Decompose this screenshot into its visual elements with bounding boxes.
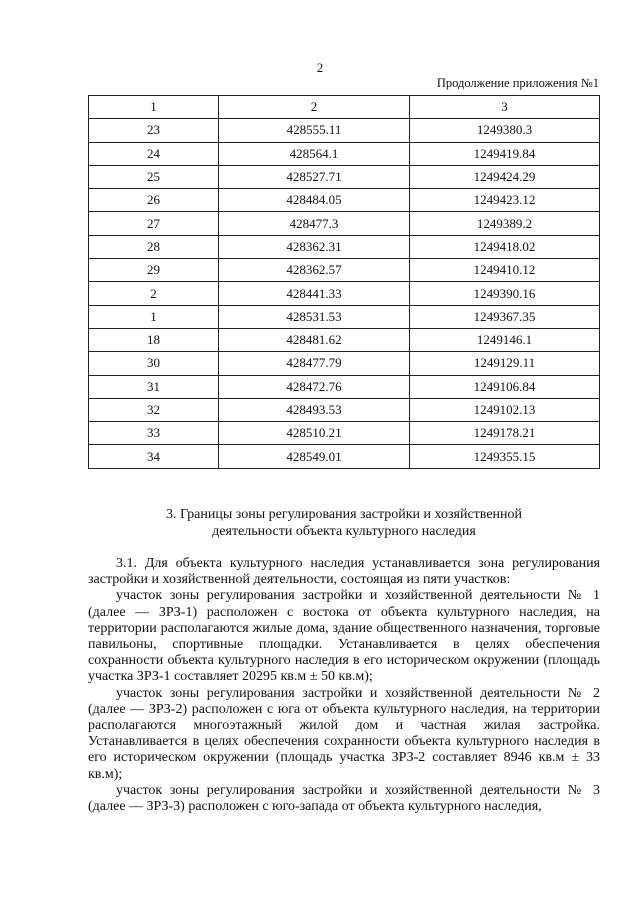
cell-y-coordinate: 1249423.12 — [410, 189, 600, 212]
cell-point-number: 28 — [89, 235, 219, 258]
cell-point-number: 24 — [89, 142, 219, 165]
cell-point-number: 29 — [89, 259, 219, 282]
cell-x-coordinate: 428477.3 — [219, 212, 410, 235]
cell-point-number: 27 — [89, 212, 219, 235]
table-row — [89, 352, 600, 375]
table-row — [89, 142, 600, 165]
cell-x-coordinate: 428362.57 — [219, 259, 410, 282]
section-heading-line2: деятельности объекта культурного наследия — [212, 524, 476, 539]
cell-y-coordinate: 1249418.02 — [410, 235, 600, 258]
table-row — [89, 165, 600, 188]
table-header-row — [89, 96, 600, 119]
header-cell-x: 2 — [219, 96, 410, 119]
continuation-label: Продолжение приложения №1 — [436, 76, 599, 90]
cell-y-coordinate: 1249424.29 — [410, 165, 600, 188]
section-heading — [88, 506, 600, 540]
cell-x-coordinate: 428362.31 — [219, 235, 410, 258]
cell-x-coordinate: 428531.53 — [219, 305, 410, 328]
section-heading-line1: 3. Границы зоны регулирования застройки и хозяйственной — [165, 507, 523, 522]
page-number: 2 — [316, 60, 324, 75]
cell-y-coordinate: 1249102.13 — [410, 398, 600, 421]
header-cell-y: 3 — [410, 96, 600, 119]
table-row — [89, 328, 600, 351]
cell-x-coordinate: 428481.62 — [219, 328, 410, 351]
cell-x-coordinate: 428484.05 — [219, 189, 410, 212]
paragraph-zrz-3: участок зоны регулирования застройки и хозяйственной деятельности № 3 (далее — ЗРЗ-3) расположен с юго-запада от объекта культурного наследия, — [88, 782, 600, 815]
cell-y-coordinate: 1249390.16 — [410, 282, 600, 305]
table-row — [89, 259, 600, 282]
cell-y-coordinate: 1249146.1 — [410, 328, 600, 351]
cell-point-number: 18 — [89, 328, 219, 351]
cell-y-coordinate: 1249367.35 — [410, 305, 600, 328]
table-row — [89, 212, 600, 235]
cell-point-number: 23 — [89, 119, 219, 142]
header-cell-number: 1 — [89, 96, 219, 119]
coordinates-table — [88, 95, 600, 469]
cell-point-number: 25 — [89, 165, 219, 188]
cell-x-coordinate: 428510.21 — [219, 422, 410, 445]
cell-point-number: 2 — [89, 282, 219, 305]
table-row — [89, 375, 600, 398]
cell-point-number: 30 — [89, 352, 219, 375]
cell-point-number: 26 — [89, 189, 219, 212]
cell-y-coordinate: 1249380.3 — [410, 119, 600, 142]
cell-x-coordinate: 428472.76 — [219, 375, 410, 398]
cell-y-coordinate: 1249419.84 — [410, 142, 600, 165]
table-row — [89, 305, 600, 328]
cell-point-number: 31 — [89, 375, 219, 398]
cell-y-coordinate: 1249355.15 — [410, 445, 600, 468]
table-row — [89, 235, 600, 258]
cell-x-coordinate: 428555.11 — [219, 119, 410, 142]
cell-x-coordinate: 428493.53 — [219, 398, 410, 421]
paragraph-zrz-1: участок зоны регулирования застройки и хозяйственной деятельности № 1 (далее — ЗРЗ-1) расположен с востока от объекта культурного наследия, на территории располагаются жилые дома, здание общественного назначения, торговые павильоны, спортивные площадки. Устанавливается в целях обеспечения сохранности объекта культурного наследия в его историческом окружении (площадь участка ЗРЗ-1 составляет 20295 кв.м ± 50 кв.м); — [88, 588, 600, 685]
cell-x-coordinate: 428441.33 — [219, 282, 410, 305]
table-body — [89, 119, 600, 468]
cell-x-coordinate: 428527.71 — [219, 165, 410, 188]
cell-y-coordinate: 1249178.21 — [410, 422, 600, 445]
cell-x-coordinate: 428564.1 — [219, 142, 410, 165]
table-row — [89, 189, 600, 212]
table-row — [89, 398, 600, 421]
cell-y-coordinate: 1249106.84 — [410, 375, 600, 398]
body-text — [88, 556, 600, 815]
cell-point-number: 32 — [89, 398, 219, 421]
cell-x-coordinate: 428477.79 — [219, 352, 410, 375]
cell-y-coordinate: 1249129.11 — [410, 352, 600, 375]
cell-x-coordinate: 428549.01 — [219, 445, 410, 468]
table-row — [89, 445, 600, 468]
cell-point-number: 1 — [89, 305, 219, 328]
paragraph-zrz-2: участок зоны регулирования застройки и хозяйственной деятельности № 2 (далее — ЗРЗ-2) расположен с юга от объекта культурного наследия, на территории располагаются многоэтажный жилой дом и частная жилая застройка. Устанавливается в целях обеспечения сохранности объекта культурного наследия в его историческом окружении (площадь участка ЗРЗ-2 составляет 8946 кв.м ± 33 кв.м); — [88, 685, 600, 782]
cell-point-number: 34 — [89, 445, 219, 468]
table-row — [89, 282, 600, 305]
cell-point-number: 33 — [89, 422, 219, 445]
paragraph-intro: 3.1. Для объекта культурного наследия устанавливается зона регулирования застройки и хозяйственной деятельности, состоящая из пяти участков: — [88, 556, 600, 588]
table-row — [89, 119, 600, 142]
cell-y-coordinate: 1249389.2 — [410, 212, 600, 235]
cell-y-coordinate: 1249410.12 — [410, 259, 600, 282]
table-row — [89, 422, 600, 445]
